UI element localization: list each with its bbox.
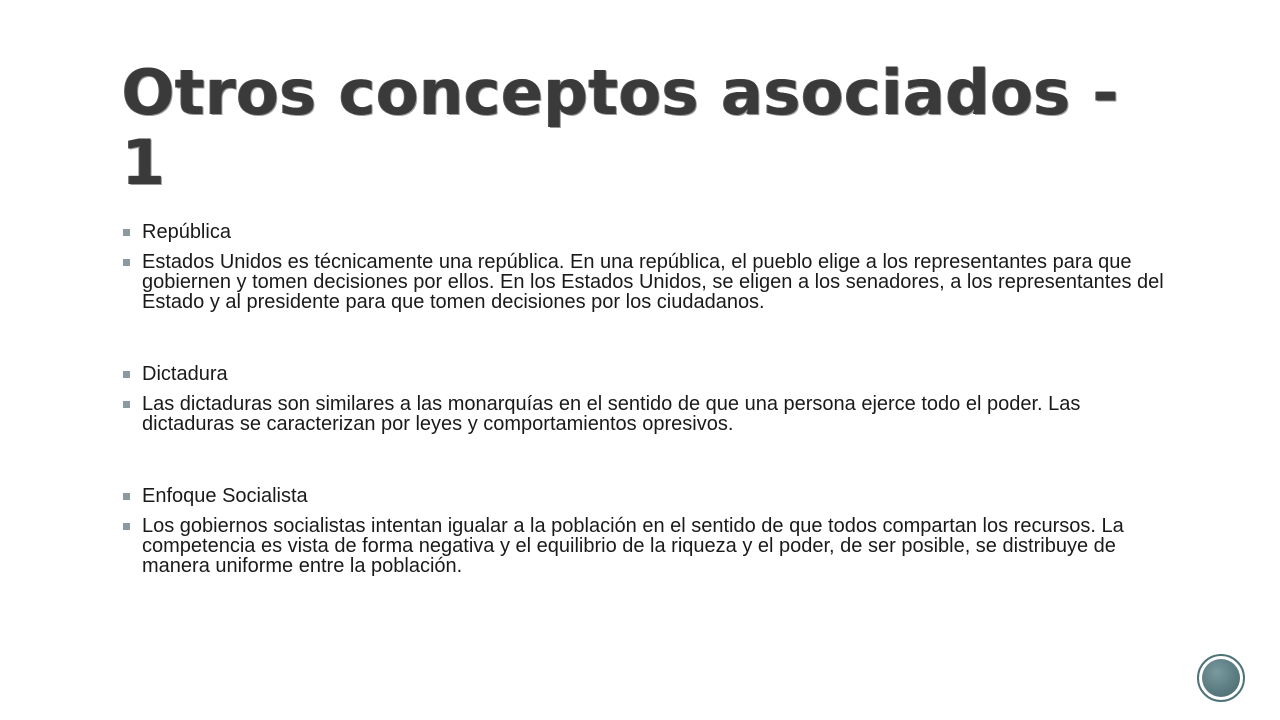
bullet-text: Los gobiernos socialistas intentan igualar a la población en el sentido de que todos compartan los recursos. La competencia es vista de forma negativa y el equilibrio de la riqueza y el poder, de ser posible, se distribuye de manera uniforme entre la población. bbox=[142, 515, 1124, 577]
square-bullet-icon bbox=[123, 493, 130, 500]
square-bullet-icon bbox=[123, 401, 130, 408]
bullet-text: Estados Unidos es técnicamente una república. En una república, el pueblo elige a los representantes para que gobiernen y tomen decisiones por ellos. En los Estados Unidos, se eligen a los senadores, a los representantes del Estado y al presidente para que tomen decisiones por los ciudadanos. bbox=[142, 251, 1164, 313]
square-bullet-icon bbox=[123, 371, 130, 378]
bullet-item bbox=[122, 222, 1172, 242]
square-bullet-icon bbox=[123, 229, 130, 236]
bullet-item bbox=[122, 516, 1172, 576]
bullet-item bbox=[122, 252, 1172, 312]
slide-title: Otros conceptos asociados - 1 bbox=[122, 56, 1120, 199]
decorative-circle-icon bbox=[1197, 654, 1245, 702]
bullet-text: República bbox=[142, 221, 231, 243]
bullet-text: Dictadura bbox=[142, 363, 228, 385]
decorative-circle-fill bbox=[1202, 659, 1240, 697]
square-bullet-icon bbox=[123, 523, 130, 530]
bullet-list bbox=[122, 222, 1172, 576]
bullet-item bbox=[122, 394, 1172, 434]
square-bullet-icon bbox=[123, 259, 130, 266]
bullet-text: Enfoque Socialista bbox=[142, 485, 308, 507]
bullet-item bbox=[122, 486, 1172, 506]
bullet-item bbox=[122, 364, 1172, 384]
bullet-text: Las dictaduras son similares a las monarquías en el sentido de que una persona ejerce todo el poder. Las dictaduras se caracterizan por leyes y comportamientos opresivos. bbox=[142, 393, 1081, 435]
